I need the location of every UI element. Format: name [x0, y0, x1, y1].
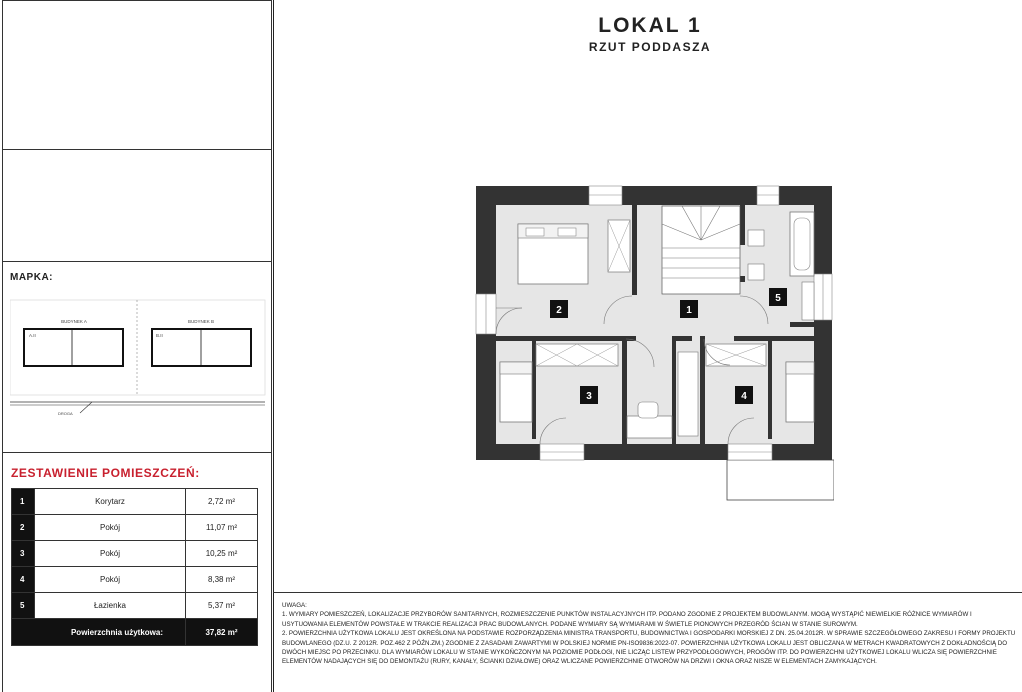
- room-number: 4: [12, 567, 35, 593]
- room-number-4: 4: [741, 391, 747, 402]
- sidebar-panel: [0, 0, 274, 692]
- building-b-outline: [152, 329, 251, 366]
- notes-line-2: 2. POWIERZCHNIA UŻYTKOWA LOKALU JEST OKREŚLONA NA PODSTAWIE ROZPORZĄDZENIA MINISTRA TRANSPORTU, BUDOWNICTWA I GOSPODARKI MORSKIEJ Z DN. 25.04.2012R. W SPRAWIE SZCZEGÓŁOWEGO ZAKRESU I FORMY PROJEKTU BUDOWLANEGO (DZ.U. Z 2012R. POZ.462 Z PÓŹN.ZM.) ZGODNIE Z ZASADAMI ZAWARTYMI W POLSKIEJ NORMIE PN-ISO9836:2022-07. POWIERZCHNIA UŻYTKOWA LOKALU JEST OBLICZANA W METRACH KWADRATOWYCH Z DOKŁADNOŚCIĄ DO DWÓCH MIEJSC PO PRZECINKU. DLA WYMIARÓW LOKALU W STANIE WYKOŃCZONYM NA POZIOMIE PODŁOGI, NIE LICZĄC LISTEW PRZYPODŁOGOWYCH, PROGÓW ITP. DO POWIERZCHNI UŻYTKOWEJ LOKALU WLICZA SIĘ POWIERZCHNIE ELEMENTÓW NADAJĄCYCH SIĘ DO DEMONTAŻU (RURY, KANAŁY, ŚCIANKI DZIAŁOWE) ORAZ WLICZANE POWIERZCHNIE OTWORÓW NA DRZWI I OKNA ORAZ NISZE W ELEMENTACH ZAMYKAJĄCYCH.: [282, 630, 1016, 666]
- table-row: [12, 567, 258, 593]
- total-area: 37,82 m²: [186, 619, 258, 646]
- location-map: [10, 298, 266, 420]
- window: [589, 186, 622, 205]
- rooms-table: [11, 488, 258, 646]
- building-a-unit: A.II: [29, 333, 36, 338]
- room-number: 2: [12, 515, 35, 541]
- notes-section: [273, 592, 1022, 692]
- room-name: Pokój: [35, 541, 186, 567]
- table-row: [12, 515, 258, 541]
- road-label: DROGA: [58, 411, 73, 416]
- room-area: 8,38 m²: [186, 567, 258, 593]
- balcony: [727, 460, 834, 500]
- room-name: Pokój: [35, 515, 186, 541]
- room-number: 3: [12, 541, 35, 567]
- wardrobe: [536, 344, 618, 366]
- notes-line-1: 1. WYMIARY POMIESZCZEŃ, LOKALIZACJE PRZYBORÓW SANITARNYCH, ROZMIESZCZENIE PUNKTÓW INSTALACYJNYCH ITP. PODANO ZGODNIE Z PROJEKTEM BUDOWLANYM. MOGĄ WYSTĄPIĆ NIEWIELKIE RÓŻNICE WYMIARÓW I USYTUOWANIA ELEMENTÓW POWSTAŁE W TRAKCIE REALIZACJI PRAC BUDOWLANYCH. PODANE WYMIARY SĄ WYMIARAMI W ŚWIETLE PIONOWYCH PRZEGRÓD ŚCIAN W STANIE SUROWYM.: [282, 611, 972, 628]
- building-a-outline: [24, 329, 123, 366]
- room-number-2: 2: [556, 305, 562, 316]
- rooms-table-title: ZESTAWIENIE POMIESZCZEŃ:: [11, 466, 200, 480]
- room-name: Korytarz: [35, 489, 186, 515]
- road-arrow: [80, 402, 92, 413]
- info-box-middle: [2, 149, 272, 262]
- window: [757, 186, 779, 205]
- chair: [638, 402, 658, 418]
- page-subtitle: RZUT PODDASZA: [588, 40, 712, 54]
- sink: [748, 264, 764, 280]
- table-row: [12, 593, 258, 619]
- room-name: Pokój: [35, 567, 186, 593]
- room-area: 10,25 m²: [186, 541, 258, 567]
- floor-plan: [472, 184, 834, 504]
- room-number: 5: [12, 593, 35, 619]
- notes-title: UWAGA:: [282, 602, 307, 609]
- building-b-unit: B.II: [156, 333, 163, 338]
- room-area: 5,37 m²: [186, 593, 258, 619]
- room-area: 2,72 m²: [186, 489, 258, 515]
- room-name: Łazienka: [35, 593, 186, 619]
- room-number: 1: [12, 489, 35, 515]
- total-label: Powierzchnia użytkowa:: [12, 619, 186, 646]
- room-area: 11,07 m²: [186, 515, 258, 541]
- info-box-top: [2, 0, 272, 150]
- sink: [748, 230, 764, 246]
- building-b-label: BUDYNEK B: [187, 319, 215, 324]
- room-number-5: 5: [775, 293, 781, 304]
- room-number-3: 3: [586, 391, 592, 402]
- page-title: LOKAL 1: [598, 14, 702, 37]
- room-number-1: 1: [686, 305, 692, 316]
- table-row: [12, 541, 258, 567]
- map-title: MAPKA:: [10, 272, 53, 283]
- table-row: [12, 489, 258, 515]
- shower: [802, 282, 814, 320]
- closet: [678, 352, 698, 436]
- building-a-label: BUDYNEK A: [61, 319, 87, 324]
- desk: [627, 416, 672, 438]
- total-row: [12, 619, 258, 646]
